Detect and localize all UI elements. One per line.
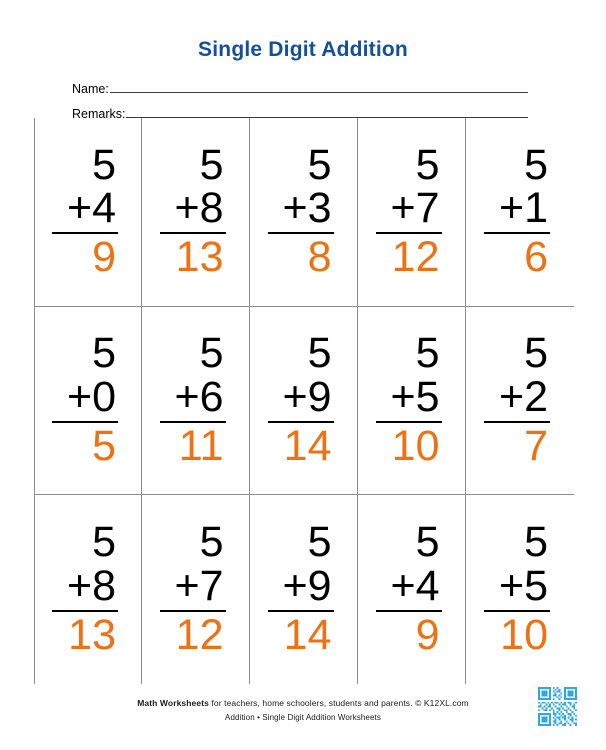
answer-value[interactable]: 9 (92, 233, 116, 282)
addend-top: 5 (92, 140, 116, 189)
problem-expression (484, 518, 556, 660)
problem-cell (358, 307, 466, 496)
addend-bottom-with-operator (268, 373, 334, 423)
addend-bottom: 1 (524, 184, 548, 233)
remarks-field-label: Remarks: (72, 107, 126, 121)
addend-top: 5 (92, 518, 116, 567)
addend-bottom: 3 (307, 184, 332, 233)
problem-expression (160, 518, 232, 660)
name-field-input[interactable] (110, 80, 528, 93)
addend-top: 5 (524, 518, 548, 567)
addend-bottom-with-operator (376, 373, 442, 423)
student-fields (0, 80, 606, 121)
page-title: Single Digit Addition (198, 38, 408, 61)
addend-bottom: 4 (415, 562, 440, 611)
addend-top: 5 (92, 329, 116, 378)
operator-plus: + (66, 184, 93, 233)
problem-cell (34, 118, 142, 307)
addend-bottom-with-operator (484, 562, 550, 612)
answer-value[interactable]: 5 (92, 421, 116, 470)
answer-value[interactable]: 12 (175, 611, 224, 660)
addend-bottom: 8 (92, 562, 116, 611)
addend-top: 5 (524, 329, 548, 378)
addend-top: 5 (199, 140, 224, 189)
addend-bottom: 4 (92, 184, 116, 233)
answer-value[interactable]: 13 (68, 611, 116, 660)
addend-bottom-with-operator (376, 184, 442, 234)
answer-value[interactable]: 10 (500, 611, 548, 660)
problem-grid (34, 118, 574, 684)
answer-value[interactable]: 6 (524, 233, 548, 282)
addend-top: 5 (199, 518, 224, 567)
footer (0, 698, 606, 722)
addend-bottom-with-operator (484, 184, 550, 234)
addend-bottom-with-operator (376, 562, 442, 612)
addend-bottom: 6 (199, 373, 224, 422)
name-field-row (72, 80, 528, 96)
operator-plus: + (174, 184, 200, 233)
problem-expression (160, 329, 232, 470)
addend-top: 5 (524, 140, 548, 189)
problem-cell (466, 118, 574, 307)
operator-plus: + (174, 373, 200, 422)
problem-cell (142, 307, 250, 496)
qr-code-icon[interactable] (538, 687, 577, 726)
problem-cell (250, 118, 358, 307)
problem-cell (358, 118, 466, 307)
problem-expression (160, 140, 232, 282)
problem-cell (466, 495, 574, 684)
addend-top: 5 (307, 518, 332, 567)
problem-expression (268, 140, 340, 282)
addend-bottom-with-operator (268, 184, 334, 234)
footer-credit-rest: for teachers, home schoolers, students and parents. © K12XL.com (208, 698, 469, 708)
answer-value[interactable]: 13 (175, 233, 224, 282)
addend-bottom: 8 (199, 184, 224, 233)
problem-expression (52, 518, 124, 660)
addend-bottom-with-operator (268, 562, 334, 612)
addend-top: 5 (415, 329, 440, 378)
addend-bottom-with-operator (160, 562, 226, 612)
addend-bottom: 5 (524, 562, 548, 611)
addend-bottom-with-operator (484, 373, 550, 423)
operator-plus: + (282, 373, 308, 422)
addend-bottom: 2 (524, 373, 548, 422)
operator-plus: + (390, 562, 416, 611)
addend-bottom-with-operator (160, 184, 226, 234)
operator-plus: + (498, 373, 525, 422)
addend-bottom-with-operator (52, 373, 118, 423)
problem-cell (466, 307, 574, 496)
addend-top: 5 (199, 329, 224, 378)
addend-bottom: 9 (307, 373, 332, 422)
addend-bottom: 7 (199, 562, 224, 611)
addend-bottom-with-operator (52, 562, 118, 612)
answer-value[interactable]: 7 (524, 421, 548, 470)
operator-plus: + (282, 562, 308, 611)
operator-plus: + (390, 373, 416, 422)
problem-cell (34, 307, 142, 496)
addend-bottom-with-operator (52, 184, 118, 234)
operator-plus: + (498, 562, 525, 611)
operator-plus: + (66, 562, 93, 611)
addend-bottom: 7 (415, 184, 440, 233)
problem-cell (358, 495, 466, 684)
problem-cell (142, 118, 250, 307)
addend-bottom: 0 (92, 373, 116, 422)
addend-bottom: 9 (307, 562, 332, 611)
problem-expression (376, 140, 448, 282)
problem-expression (376, 329, 448, 470)
addend-top: 5 (307, 140, 332, 189)
problem-cell (250, 307, 358, 496)
addend-bottom: 5 (415, 373, 440, 422)
answer-value[interactable]: 10 (391, 421, 440, 470)
problem-expression (268, 329, 340, 470)
operator-plus: + (498, 184, 525, 233)
problem-expression (52, 329, 124, 470)
footer-credit-bold: Math Worksheets (137, 698, 209, 708)
addend-top: 5 (415, 140, 440, 189)
problem-expression (268, 518, 340, 660)
addend-top: 5 (415, 518, 440, 567)
operator-plus: + (66, 373, 93, 422)
addend-bottom-with-operator (160, 373, 226, 423)
addend-top: 5 (307, 329, 332, 378)
footer-credit (0, 698, 606, 708)
problem-cell (34, 495, 142, 684)
footer-subject: Addition • Single Digit Addition Worksheets (225, 713, 381, 722)
answer-value[interactable]: 14 (283, 421, 332, 470)
answer-value[interactable]: 14 (283, 611, 332, 660)
answer-value[interactable]: 8 (307, 233, 332, 282)
problem-expression (484, 329, 556, 470)
answer-value[interactable]: 11 (178, 421, 224, 470)
remarks-field-input[interactable] (126, 105, 528, 118)
operator-plus: + (390, 184, 416, 233)
operator-plus: + (282, 184, 308, 233)
name-field-label: Name: (72, 82, 109, 96)
answer-value[interactable]: 9 (415, 611, 440, 660)
problem-cell (142, 495, 250, 684)
operator-plus: + (174, 562, 200, 611)
problem-expression (376, 518, 448, 660)
problem-cell (250, 495, 358, 684)
problem-expression (52, 140, 124, 282)
problem-expression (484, 140, 556, 282)
answer-value[interactable]: 12 (391, 233, 440, 282)
